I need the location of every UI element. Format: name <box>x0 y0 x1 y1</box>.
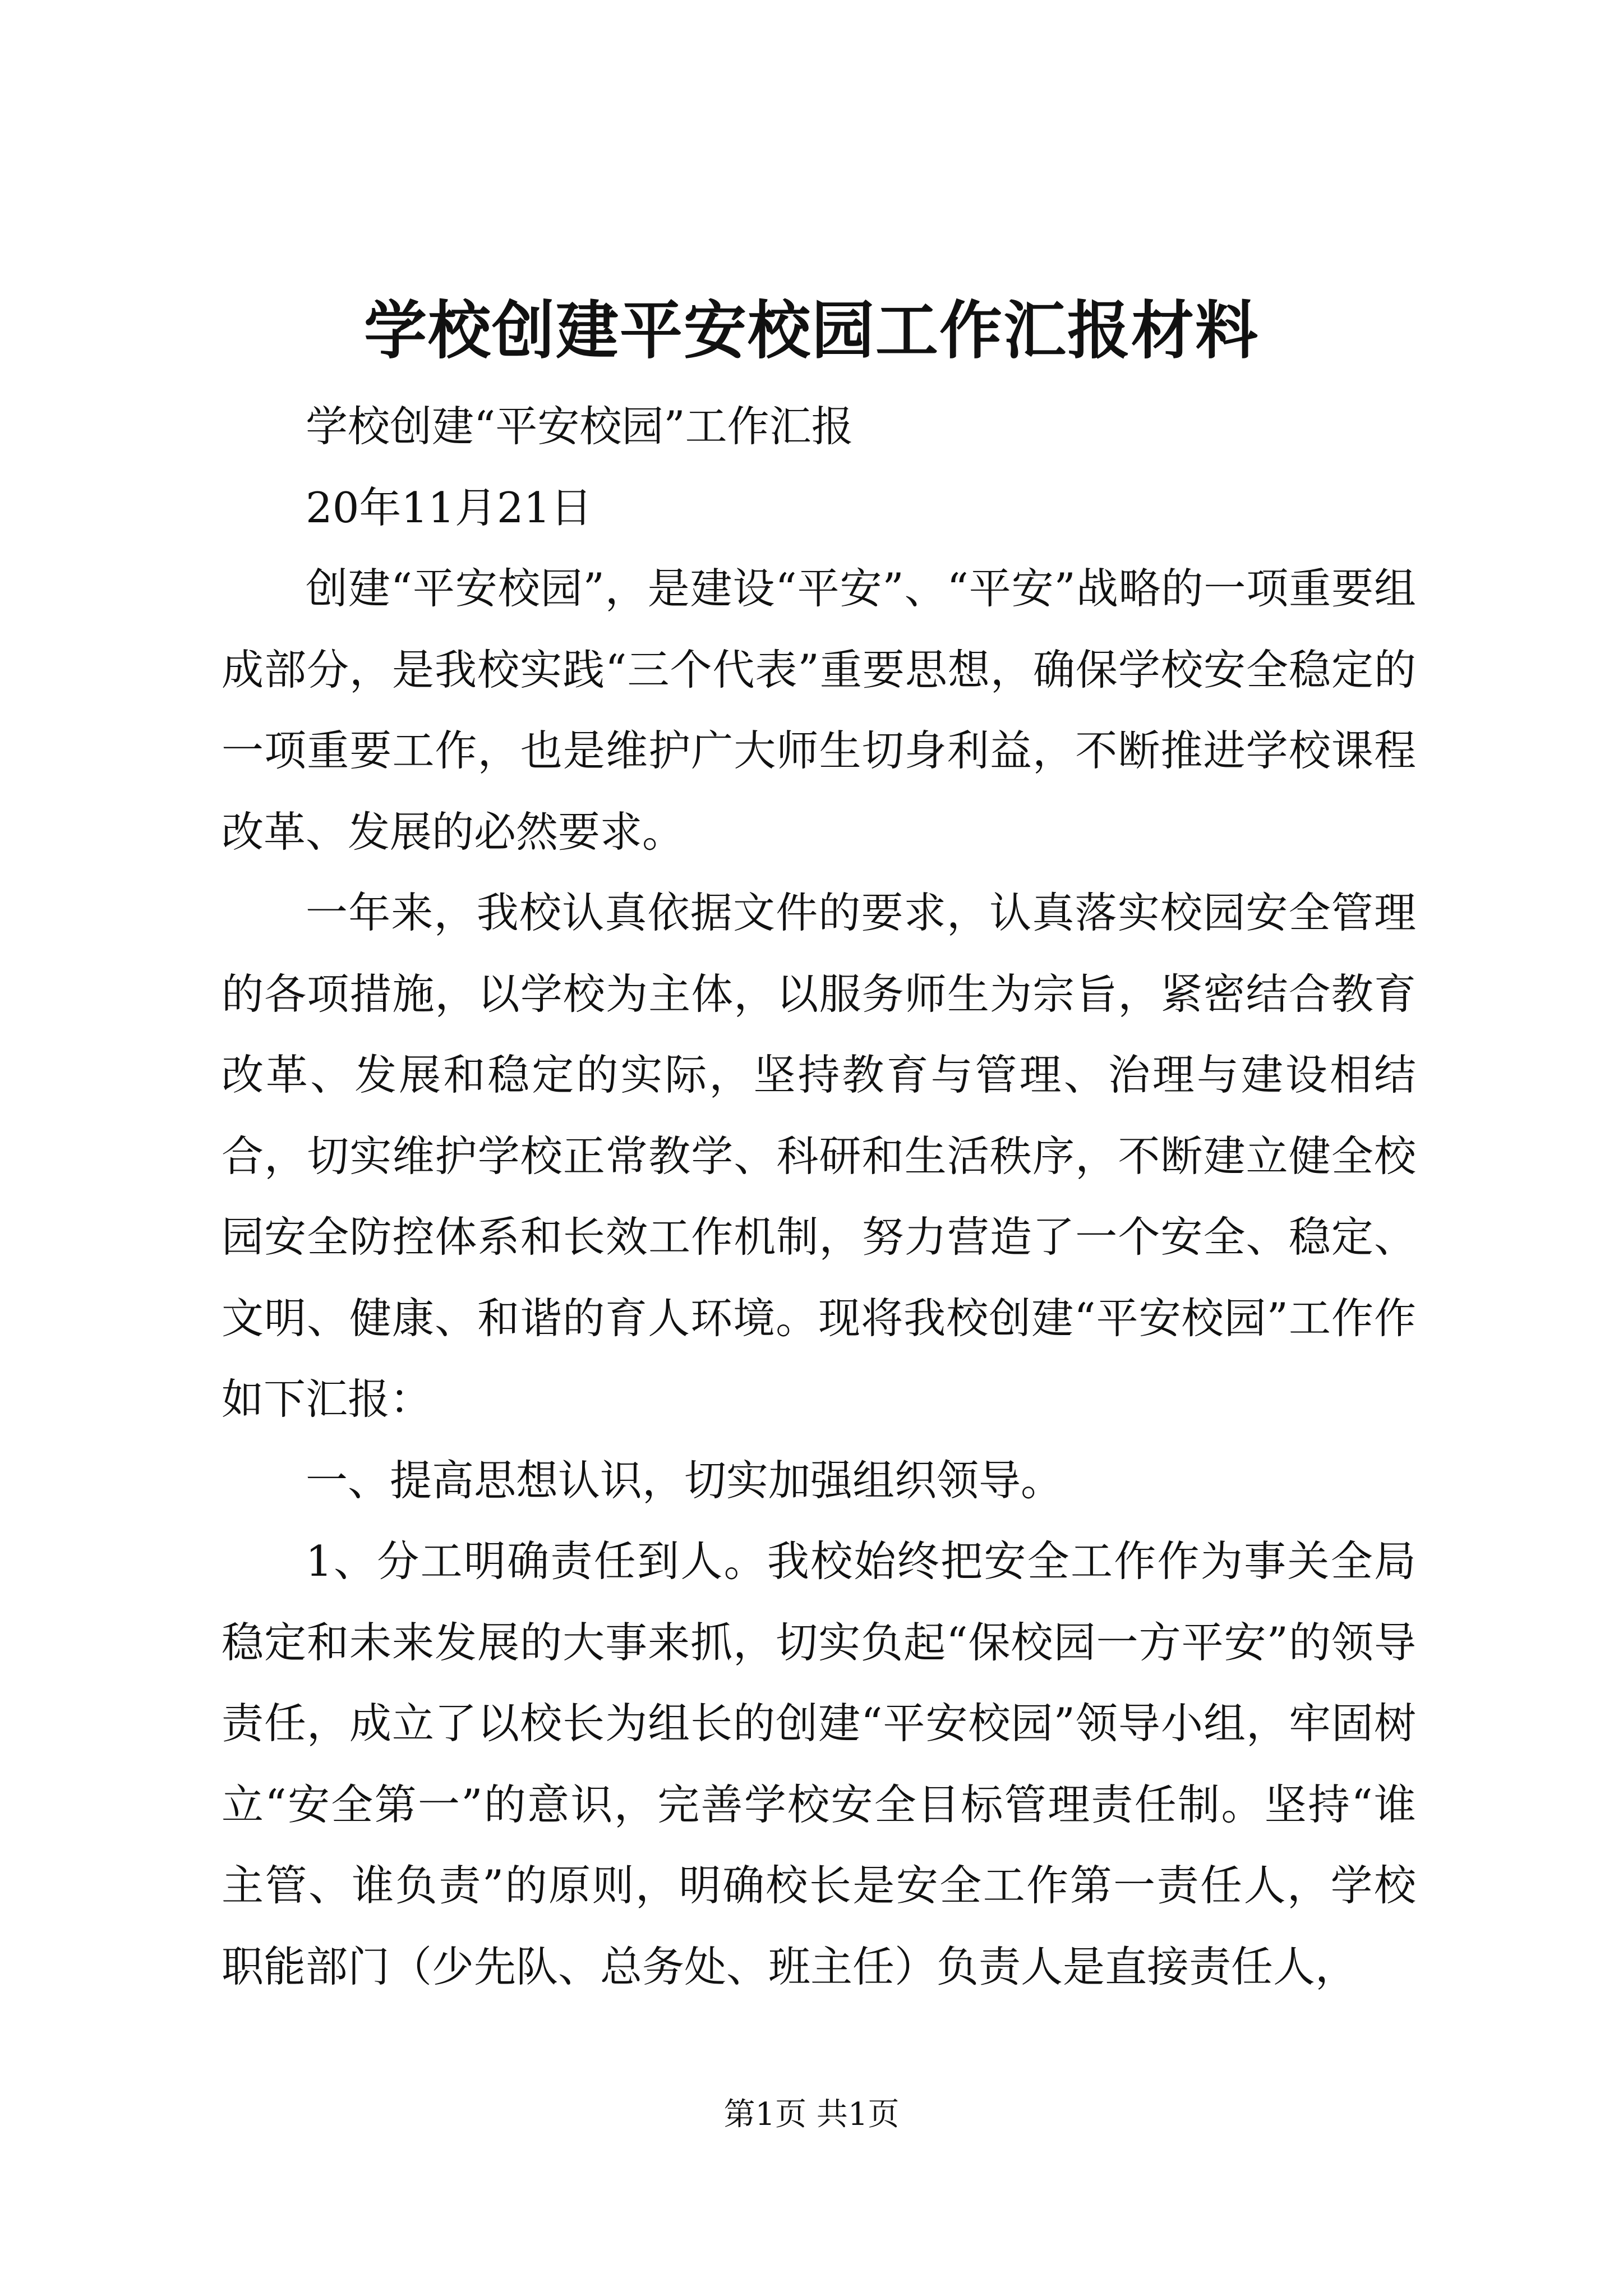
paragraph: 创建“平安校园”，是建设“平安”、“平安”战略的一项重要组成部分，是我校实践“三个代表”重要思想，确保学校安全稳定的一项重要工作，也是维护广大师生切身利益，不断推进学校课程改革、发展的必然要求。 <box>222 564 1416 857</box>
paragraph-subtitle: 学校创建“平安校园”工作汇报 <box>306 402 854 451</box>
section-heading: 一、提高思想认识，切实加强组织领导。 <box>306 1455 1063 1505</box>
document-body <box>222 386 1416 2007</box>
paragraph: 1、分工明确责任到人。我校始终把安全工作作为事关全局稳定和未来发展的大事来抓，切实负起“保校园一方平安”的领导责任，成立了以校长为组长的创建“平安校园”领导小组，牢固树立“安全第一”的意识，完善学校安全目标管理责任制。坚持“谁主管、谁负责”的原则，明确校长是安全工作第一责任人，学校职能部门（少先队、总务处、班主任）负责人是直接责任人， <box>222 1536 1416 1991</box>
paragraph-date: 20年11月21日 <box>306 482 593 532</box>
document-title: 学校创建平安校园工作汇报材料 <box>364 294 1259 367</box>
paragraph: 一年来，我校认真依据文件的要求，认真落实校园安全管理的各项措施，以学校为主体，以服务师生为宗旨，紧密结合教育改革、发展和稳定的实际，坚持教育与管理、治理与建设相结合，切实维护学校正常教学、科研和生活秩序，不断建立健全校园安全防控体系和长效工作机制，努力营造了一个安全、稳定、文明、健康、和谐的育人环境。现将我校创建“平安校园”工作作如下汇报： <box>222 888 1416 1424</box>
page-footer: 第1页 共1页 <box>723 2096 900 2133</box>
